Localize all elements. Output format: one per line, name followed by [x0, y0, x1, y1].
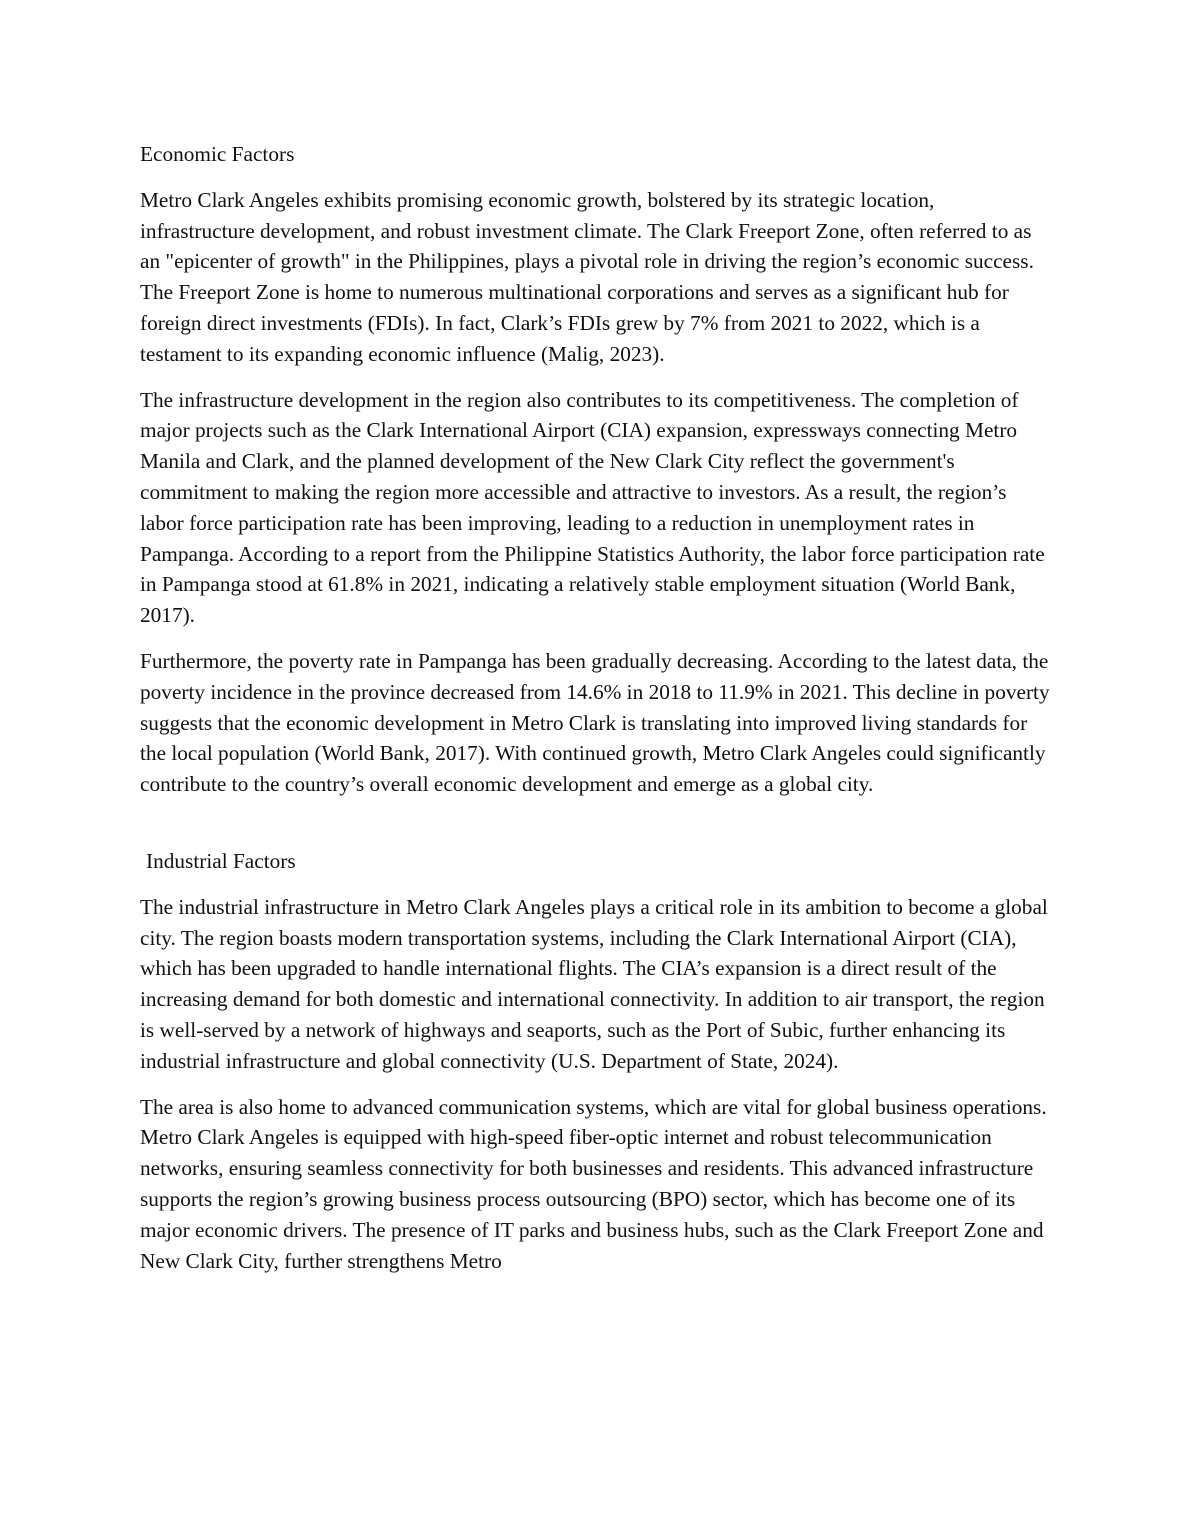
- document-body: [140, 139, 1052, 1291]
- section-heading: Industrial Factors: [146, 848, 296, 873]
- section-economic-factors: [140, 139, 1052, 800]
- paragraph: Metro Clark Angeles exhibits promising economic growth, bolstered by its strategic location, infrastructure development, and robust investment climate. The Clark Freeport Zone, often referred to as an "epicenter of growth" in the Philippines, plays a pivotal role in driving the region’s economic success. The Freeport Zone is home to numerous multinational corporations and serves as a significant hub for foreign direct investments (FDIs). In fact, Clark’s FDIs grew by 7% from 2021 to 2022, which is a testament to its expanding economic influence (Malig, 2023).: [140, 187, 1034, 366]
- paragraph: The industrial infrastructure in Metro Clark Angeles plays a critical role in its ambition to become a global city. The region boasts modern transportation systems, including the Clark International Airport (CIA), which has been upgraded to handle international flights. The CIA’s expansion is a direct result of the increasing demand for both domestic and international connectivity. In addition to air transport, the region is well-served by a network of highways and seaports, such as the Port of Subic, further enhancing its industrial infrastructure and global connectivity (U.S. Department of State, 2024).: [140, 894, 1048, 1073]
- paragraph: The area is also home to advanced communication systems, which are vital for global business operations. Metro Clark Angeles is equipped with high-speed fiber-optic internet and robust telecommunication networks, ensuring seamless connectivity for both businesses and residents. This advanced infrastructure supports the region’s growing business process outsourcing (BPO) sector, which has become one of its major economic drivers. The presence of IT parks and business hubs, such as the Clark Freeport Zone and New Clark City, further strengthens Metro: [140, 1094, 1047, 1273]
- paragraph: Furthermore, the poverty rate in Pampanga has been gradually decreasing. According to the latest data, the poverty incidence in the province decreased from 14.6% in 2018 to 11.9% in 2021. This decline in poverty suggests that the economic development in Metro Clark is translating into improved living standards for the local population (World Bank, 2017). With continued growth, Metro Clark Angeles could significantly contribute to the country’s overall economic development and emerge as a global city.: [140, 648, 1050, 797]
- paragraph: The infrastructure development in the region also contributes to its competitiveness. The completion of major projects such as the Clark International Airport (CIA) expansion, expressways connecting Metro Manila and Clark, and the planned development of the New Clark City reflect the government's commitment to making the region more accessible and attractive to investors. As a result, the region’s labor force participation rate has been improving, leading to a reduction in unemployment rates in Pampanga. According to a report from the Philippine Statistics Authority, the labor force participation rate in Pampanga stood at 61.8% in 2021, indicating a relatively stable employment situation (World Bank, 2017).: [140, 387, 1045, 628]
- section-industrial-factors: [140, 846, 1052, 1276]
- section-heading: Economic Factors: [140, 142, 295, 166]
